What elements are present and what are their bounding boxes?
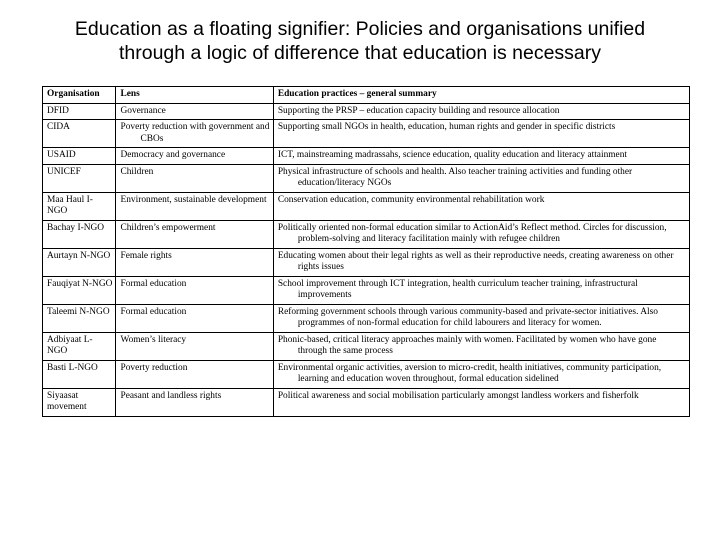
table-row bbox=[43, 220, 690, 248]
cell-lens: Children bbox=[116, 164, 273, 192]
header-organisation: Organisation bbox=[43, 87, 116, 104]
cell-practices: Phonic-based, critical literacy approaches mainly with women. Facilitated by women who have gone through the same process bbox=[273, 332, 689, 360]
cell-lens: Female rights bbox=[116, 248, 273, 276]
table-row bbox=[43, 103, 690, 120]
cell-organisation: USAID bbox=[43, 148, 116, 165]
cell-lens: Poverty reduction bbox=[116, 360, 273, 388]
cell-organisation: Bachay I-NGO bbox=[43, 220, 116, 248]
cell-organisation: CIDA bbox=[43, 120, 116, 148]
cell-organisation: DFID bbox=[43, 103, 116, 120]
slide-title-line-2: through a logic of difference that education is necessary bbox=[118, 42, 602, 64]
cell-organisation: Basti L-NGO bbox=[43, 360, 116, 388]
cell-practices: Supporting small NGOs in health, education, human rights and gender in specific districts bbox=[273, 120, 689, 148]
cell-practices: Environmental organic activities, aversion to micro-credit, health initiatives, community participation, learning and education woven throughout, formal education sidelined bbox=[273, 360, 689, 388]
cell-practices: Physical infrastructure of schools and health. Also teacher training activities and funding other education/literacy NGOs bbox=[273, 164, 689, 192]
table-row bbox=[43, 276, 690, 304]
table-row bbox=[43, 120, 690, 148]
cell-organisation: Adbiyaat L-NGO bbox=[43, 332, 116, 360]
cell-organisation: Siyaasat movement bbox=[43, 388, 116, 416]
cell-lens: Democracy and governance bbox=[116, 148, 273, 165]
organisations-table bbox=[42, 86, 690, 417]
table-row bbox=[43, 148, 690, 165]
cell-practices: Reforming government schools through various community-based and private-sector initiatives. Also programmes of non-formal education for child labourers and literacy for women. bbox=[273, 304, 689, 332]
table-header-row bbox=[43, 87, 690, 104]
cell-practices: Supporting the PRSP – education capacity building and resource allocation bbox=[273, 103, 689, 120]
table-row bbox=[43, 304, 690, 332]
table-row bbox=[43, 248, 690, 276]
cell-organisation: Maa Haul I-NGO bbox=[43, 192, 116, 220]
table-row bbox=[43, 192, 690, 220]
cell-lens: Environment, sustainable development bbox=[116, 192, 273, 220]
cell-lens: Formal education bbox=[116, 276, 273, 304]
cell-practices: School improvement through ICT integration, health curriculum teacher training, infrastructural improvements bbox=[273, 276, 689, 304]
cell-practices: ICT, mainstreaming madrassahs, science education, quality education and literacy attainment bbox=[273, 148, 689, 165]
cell-lens: Women’s literacy bbox=[116, 332, 273, 360]
cell-practices: Conservation education, community environmental rehabilitation work bbox=[273, 192, 689, 220]
header-lens: Lens bbox=[116, 87, 273, 104]
cell-lens: Formal education bbox=[116, 304, 273, 332]
slide-title-line-1: Education as a floating signifier: Policies and organisations unified bbox=[74, 18, 646, 40]
table-row bbox=[43, 360, 690, 388]
cell-organisation: Taleemi N-NGO bbox=[43, 304, 116, 332]
table-row bbox=[43, 388, 690, 416]
cell-lens: Peasant and landless rights bbox=[116, 388, 273, 416]
cell-lens: Children’s empowerment bbox=[116, 220, 273, 248]
cell-organisation: Aurtayn N-NGO bbox=[43, 248, 116, 276]
cell-practices: Political awareness and social mobilisation particularly amongst landless workers and fisherfolk bbox=[273, 388, 689, 416]
table-row bbox=[43, 332, 690, 360]
cell-organisation: Fauqiyat N-NGO bbox=[43, 276, 116, 304]
slide-title bbox=[20, 17, 700, 65]
cell-lens: Poverty reduction with government and CBOs bbox=[116, 120, 273, 148]
table-row bbox=[43, 164, 690, 192]
header-education-practices: Education practices – general summary bbox=[273, 87, 689, 104]
cell-practices: Politically oriented non-formal education similar to ActionAid’s Reflect method. Circles for discussion, problem-solving and literacy facilitation mainly with refugee children bbox=[273, 220, 689, 248]
cell-organisation: UNICEF bbox=[43, 164, 116, 192]
cell-practices: Educating women about their legal rights as well as their reproductive needs, creating awareness on other rights issues bbox=[273, 248, 689, 276]
cell-lens: Governance bbox=[116, 103, 273, 120]
